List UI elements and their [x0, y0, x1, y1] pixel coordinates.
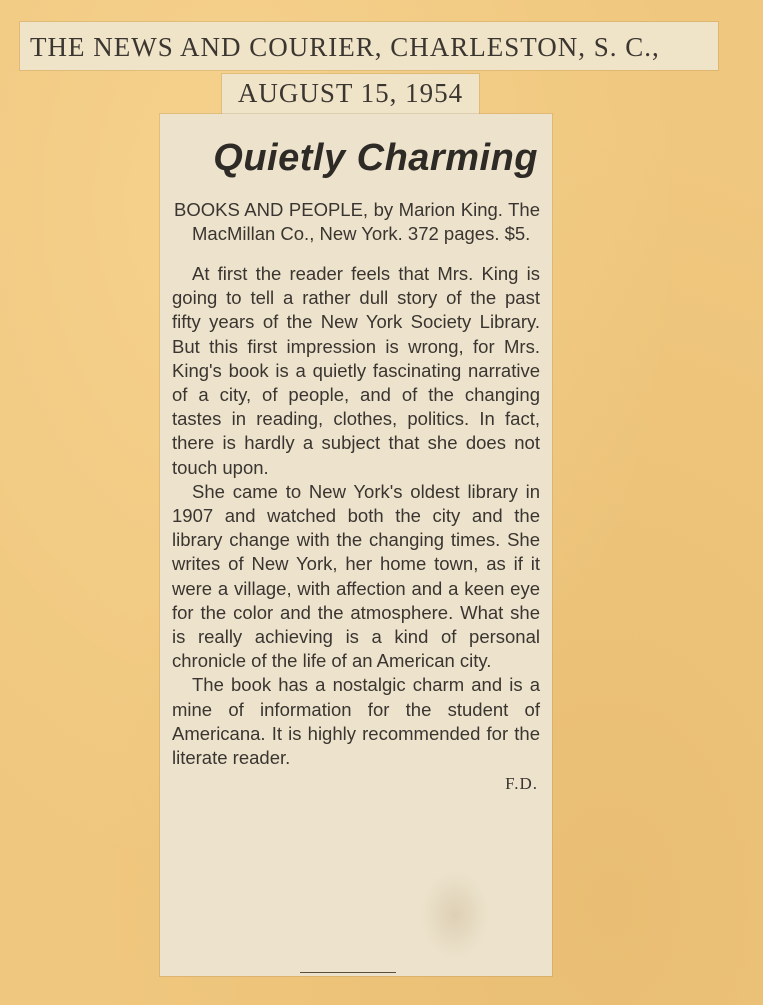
newspaper-name: THE NEWS AND COURIER, CHARLESTON, S. C., [30, 32, 660, 62]
date-text: AUGUST 15, 1954 [237, 78, 464, 108]
end-rule [300, 972, 396, 973]
publication-date [222, 74, 479, 114]
book-citation: BOOKS AND PEOPLE, by Marion King. The MacMillan Co., New York. 372 pages. $5. [174, 199, 540, 244]
paragraph-3: The book has a nostalgic charm and is a mine of information for the student of Americana. It is highly recommended for the literate reader. [172, 674, 540, 769]
article-headline: Quietly Charming [213, 137, 538, 179]
newspaper-masthead [20, 22, 718, 70]
paragraph-2: She came to New York's oldest library in 1907 and watched both the city and the library change with the changing times. She writes of New York, her home town, as if it were a village, with affection and a keen eye for the color and the atmosphere. What she is really achieving is a kind of personal chronicle of the life of an American city. [172, 480, 540, 672]
author-initials: F.D. [505, 774, 538, 794]
article-clipping [160, 114, 552, 976]
paragraph-1: At first the reader feels that Mrs. King is going to tell a rather dull story of the past fifty years of the New York Society Library. But this first impression is wrong, for Mrs. King's book is a quietly fascinating narrative of a city, of people, and of the changing tastes in reading, clothes, politics. In fact, there is hardly a subject that she does not touch upon. [172, 263, 540, 478]
